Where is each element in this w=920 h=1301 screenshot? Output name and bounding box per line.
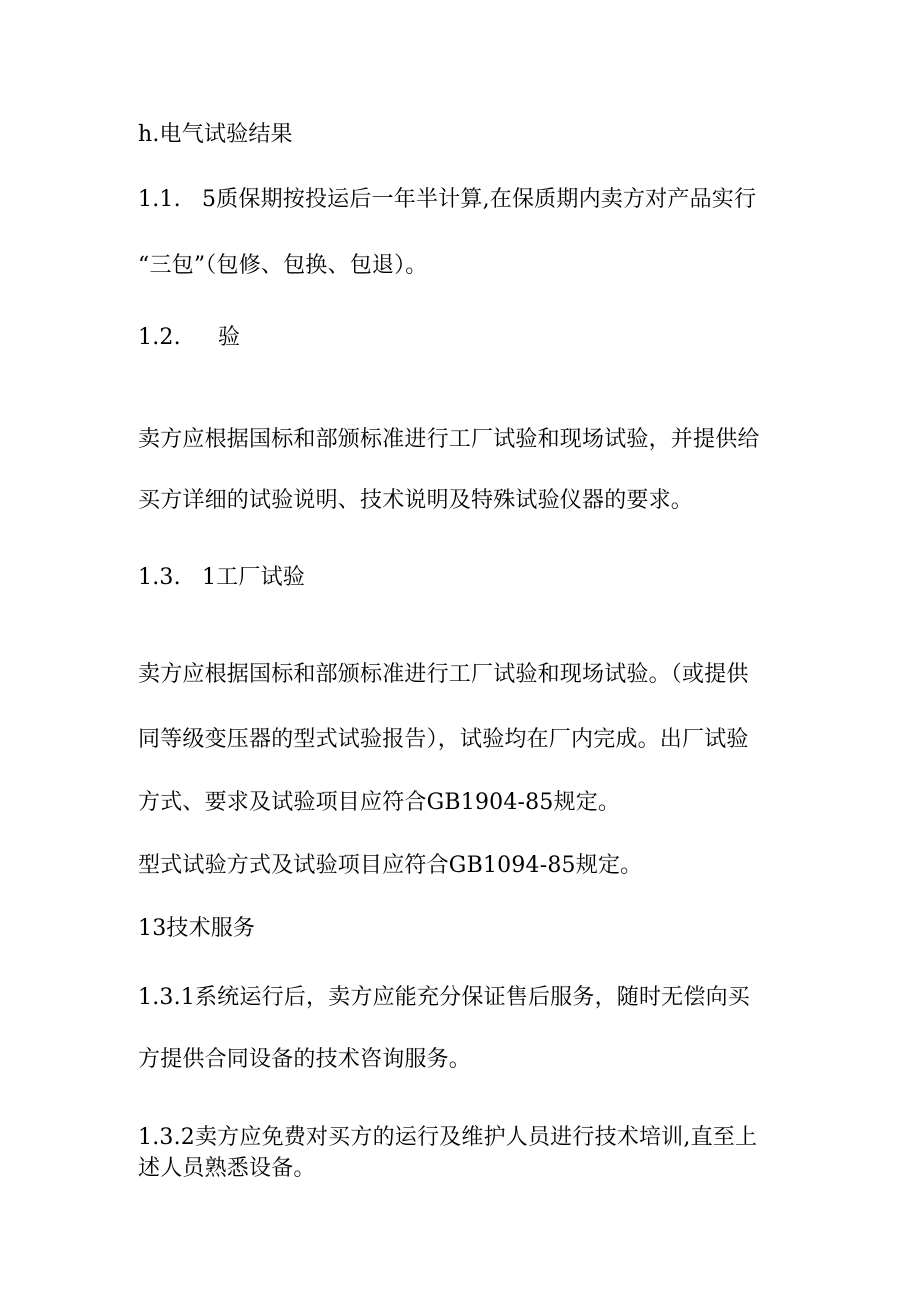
paragraph-line: 方提供合同设备的技术咨询服务。: [138, 1047, 472, 1072]
paragraph-line: 卖方应根据国标和部颁标准进行工厂试验和现场试验，并提供给: [138, 427, 760, 452]
paragraph-line: 1.3.2卖方应免费对买方的运行及维护人员进行技术培训,直至上: [138, 1125, 758, 1150]
section-heading-electrical-test-results: h.电气试验结果: [138, 122, 293, 147]
paragraph-line: 卖方应根据国标和部颁标准进行工厂试验和现场试验。（或提供: [138, 662, 749, 687]
section-title: 1工厂试验: [201, 565, 305, 590]
section-number: 1.2.: [138, 325, 181, 350]
section-number: 1.3.: [138, 565, 181, 590]
paragraph-line: “三包”（包修、包换、包退）。: [138, 253, 428, 278]
paragraph-line: 型式试验方式及试验项目应符合GB1094-85规定。: [138, 853, 643, 878]
paragraph-line: 同等级变压器的型式试验报告），试验均在厂内完成。出厂试验: [138, 727, 749, 752]
paragraph-line: 述人员熟悉设备。: [138, 1156, 316, 1181]
section-heading-line: [138, 564, 305, 592]
paragraph-line: 买方详细的试验说明、技术说明及特殊试验仪器的要求。: [138, 488, 694, 513]
paragraph-text: 5质保期按投运后一年半计算,在保质期内卖方对产品实行: [201, 187, 757, 212]
paragraph-line: [138, 186, 756, 214]
paragraph-line: 1.3.1系统运行后，卖方应能充分保证售后服务，随时无偿向买: [138, 985, 750, 1010]
paragraph-line: 方式、要求及试验项目应符合GB1904-85规定。: [138, 790, 621, 815]
section-heading-line: [138, 324, 240, 352]
section-number: 1.1.: [138, 187, 181, 212]
section-title: 验: [217, 325, 241, 350]
section-heading-technical-service: 13技术服务: [138, 916, 256, 941]
